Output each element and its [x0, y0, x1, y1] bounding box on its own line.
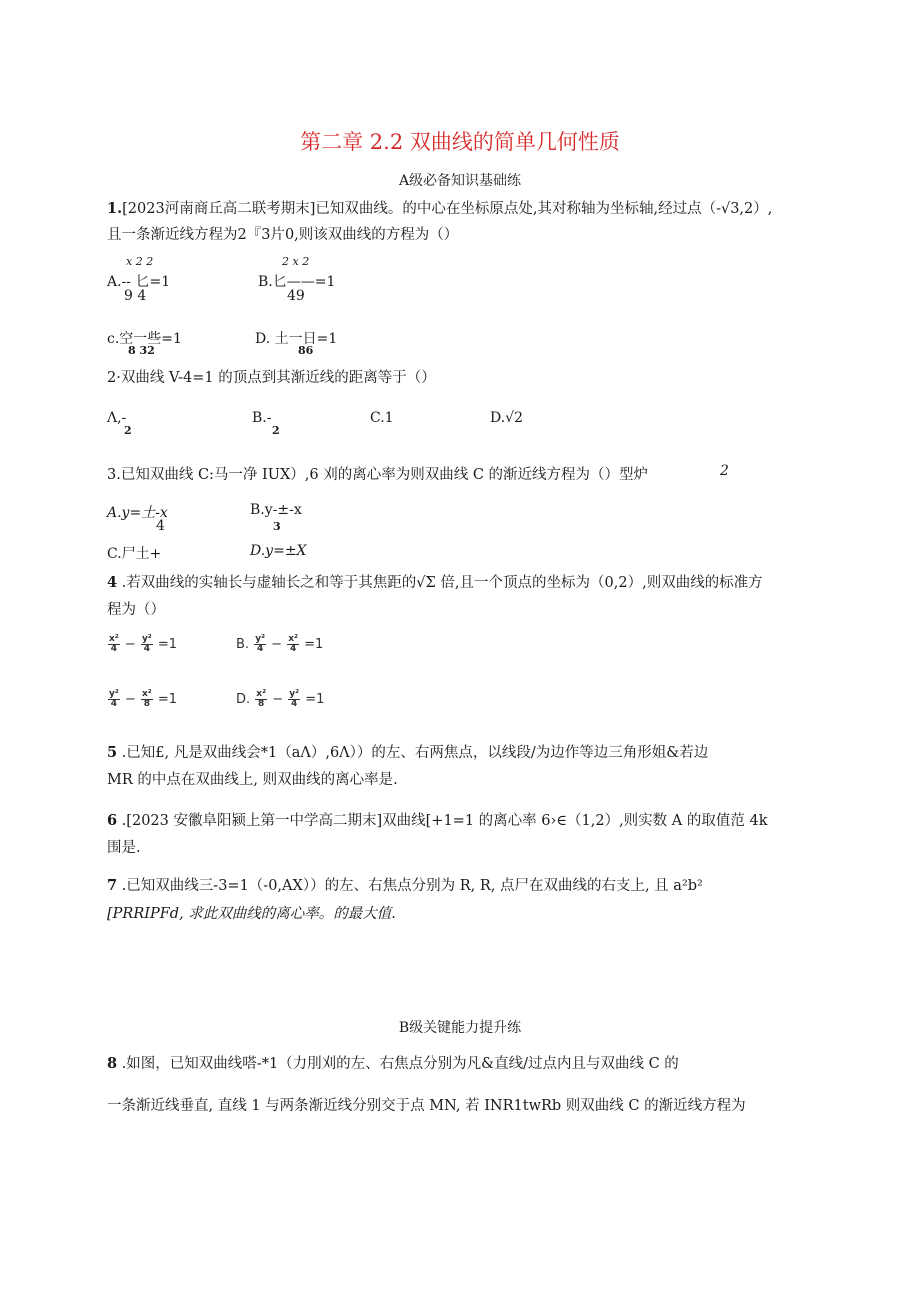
q4-a-frac-2: $\frac{\text{y²}}{4}$: [141, 634, 152, 654]
question-2: 2·双曲线 V-4=1 的顶点到其渐近线的距离等于（）: [107, 370, 436, 386]
question-8: [107, 1052, 679, 1073]
question-7-line1: .已知双曲线三-3=1（-0,AX））的左、右焦点分别为 R, R, 点尸在双曲线的右支上, 且 a²b²: [117, 878, 703, 894]
q2-option-b: B.-: [252, 410, 272, 426]
q3-option-c: C.尸土+: [107, 546, 162, 562]
q1-option-d-bottom: 86: [298, 344, 314, 357]
q4-option-b: [236, 635, 323, 654]
q4-d-frac-2: $\frac{\text{y²}}{4}$: [289, 689, 300, 709]
question-8-line1: .如图，已知双曲线嗒-*1（力刖刈的左、右焦点分别为凡&直线/过点内且与双曲线 C 的: [117, 1056, 679, 1072]
minus-sign: −: [124, 637, 136, 652]
question-3-tail: 2: [720, 463, 729, 479]
q3-option-a: A.y=土-x: [107, 505, 168, 521]
question-7: [107, 874, 703, 895]
q1-option-c: c.空一些=1: [107, 331, 182, 347]
q4-option-a: [107, 635, 177, 654]
question-4-line1: .若双曲线的实轴长与虚轴长之和等于其焦距的√Σ 倍,且一个顶点的坐标为（0,2）,则双曲线的标准方: [117, 575, 763, 591]
q4-b-frac-1: $\frac{\text{y²}}{4}$: [255, 634, 266, 654]
question-8-line2: 一条渐近线垂直, 直线 1 与两条渐近线分别交于点 MN, 若 INR1twRb 则双曲线 C 的渐近线方程为: [107, 1098, 746, 1114]
minus-sign: −: [272, 692, 284, 707]
question-4-number: 4: [107, 574, 118, 591]
question-4: [107, 571, 763, 592]
question-4-line2: 程为（）: [107, 602, 165, 618]
section-b-heading: B级关键能力提升练: [398, 1020, 522, 1036]
q1-option-b-top: 2 x 2: [282, 255, 310, 268]
question-6-line1: .[2023 安徽阜阳颍上第一中学高二期末]双曲线[+1=1 的离心率 6›∈（1,2）,则实数 A 的取值范 4k: [117, 813, 768, 829]
question-6: [107, 809, 768, 830]
q2-option-d: D.√2: [490, 410, 524, 426]
q2-option-b-sub: 2: [272, 424, 280, 437]
question-3: 3.已知双曲线 C:马一净 IUX）,6 刈的离心率为则双曲线 C 的渐近线方程为（）型炉: [107, 467, 649, 483]
q4-b-label: B.: [236, 637, 250, 652]
q4-a-equals: =1: [157, 637, 178, 652]
question-5-line1: .已知£, 凡是双曲线会*1（aΛ）,6Λ））的左、右两焦点，以线段/为边作等边三角形姐&若边: [117, 745, 709, 761]
q4-c-frac-2: $\frac{\text{x²}}{8}$: [142, 689, 152, 709]
q2-option-a-sub: 2: [124, 424, 132, 437]
q3-option-d: D.y=±X: [250, 543, 307, 559]
q1-option-d: D. 土一日=1: [255, 331, 338, 347]
question-5-line2: MR 的中点在双曲线上, 则双曲线的离心率是.: [107, 772, 398, 788]
question-1-line2: 且一条渐近线方程为2『3片0,则该双曲线的方程为（）: [107, 227, 459, 243]
q4-d-frac-1: $\frac{\text{x²}}{8}$: [256, 689, 267, 709]
q1-option-c-bottom: 8 32: [128, 344, 155, 357]
q4-d-equals: =1: [305, 692, 325, 707]
question-1: [107, 197, 772, 218]
q4-c-equals: =1: [157, 692, 178, 707]
q3-option-b: B.y-±-x: [250, 502, 302, 518]
question-5: [107, 741, 708, 762]
q3-option-b-sub: 3: [273, 520, 281, 533]
q4-a-frac-1: $\frac{\text{x²}}{4}$: [109, 634, 119, 654]
minus-sign: −: [271, 637, 283, 652]
q4-c-frac-1: $\frac{\text{y²}}{4}$: [109, 689, 119, 709]
q4-b-equals: =1: [304, 637, 324, 652]
question-1-line1: [2023河南商丘高二联考期末]已知双曲线。的中心在坐标原点处,其对称轴为坐标轴,经过点（-√3,2）,: [122, 201, 773, 217]
page-title: 第二章 2.2 双曲线的简单几何性质: [300, 130, 620, 154]
q3-option-a-sub: 4: [156, 518, 165, 534]
question-6-line2: 围是.: [107, 840, 141, 856]
question-5-number: 5: [107, 744, 118, 761]
question-8-number: 8: [107, 1055, 118, 1072]
question-6-number: 6: [107, 812, 118, 829]
minus-sign: −: [124, 692, 136, 707]
q1-option-b-bottom: 49: [287, 288, 305, 304]
question-1-number: 1.: [107, 200, 123, 217]
q1-option-a: A.-- 匕=1: [107, 274, 171, 290]
q1-option-a-top: x 2 2: [126, 255, 154, 268]
q4-option-c: [107, 690, 177, 709]
q2-option-c: C.1: [370, 410, 394, 426]
section-a-heading: A级必备知识基础练: [398, 173, 522, 189]
question-7-line2: [PRRIPFd, 求此双曲线的离心率。的最大值.: [107, 906, 396, 922]
question-7-number: 7: [107, 877, 118, 894]
q1-option-a-bottom: 9 4: [124, 288, 147, 304]
q4-option-d: [236, 690, 324, 709]
q4-b-frac-2: $\frac{\text{x²}}{4}$: [288, 634, 298, 654]
q4-d-label: D.: [236, 692, 251, 707]
q2-option-a: Λ,-: [107, 410, 127, 426]
q1-option-b: B.匕——=1: [258, 274, 336, 290]
